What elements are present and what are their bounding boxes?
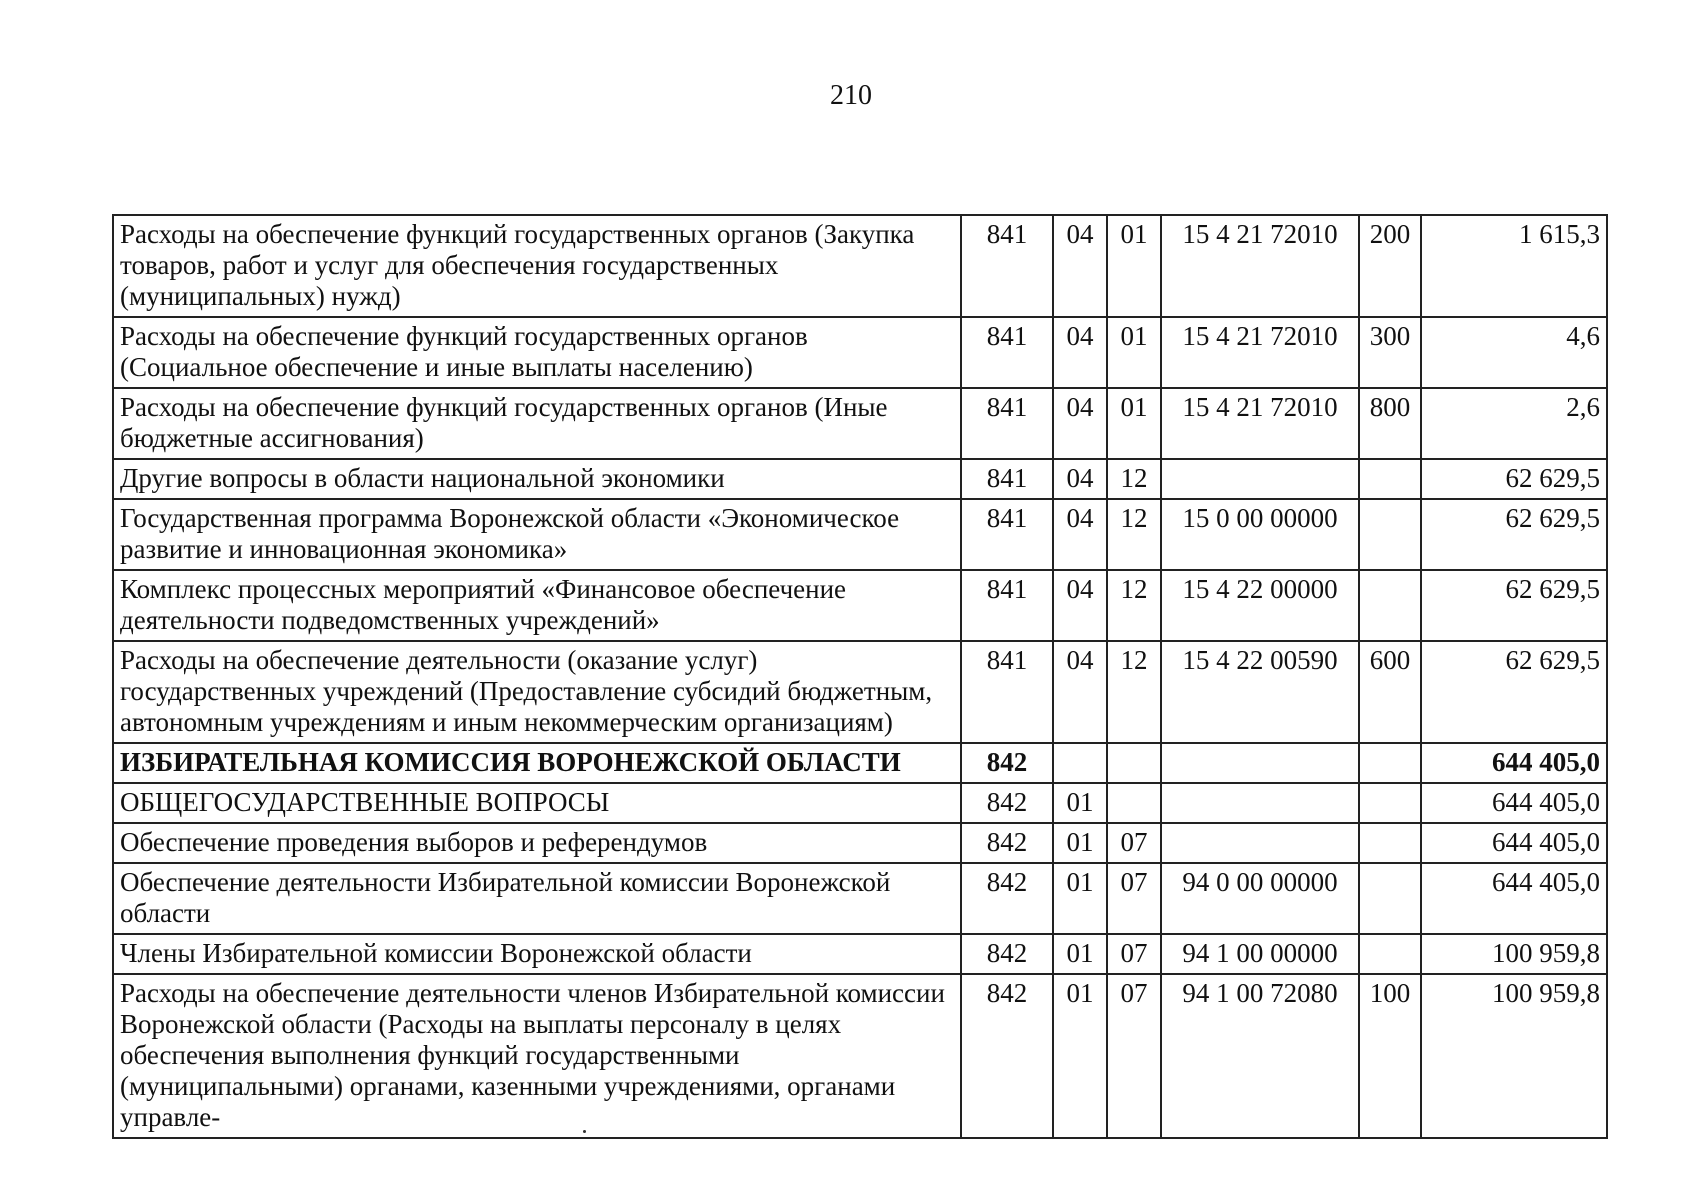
budget-table bbox=[112, 214, 1608, 1139]
table-row bbox=[113, 641, 1607, 743]
row-name-cell: Расходы на обеспечение деятельности (оказание услуг) государственных учреждений (Предоставление субсидий бюджетным, автономным учреждениям и иным некоммерческим организациям) bbox=[113, 641, 961, 743]
row-section-code-cell: 04 bbox=[1053, 570, 1107, 641]
row-amount-cell: 4,6 bbox=[1421, 317, 1607, 388]
row-ministry-code-cell: 841 bbox=[961, 499, 1053, 570]
row-ministry-code-cell: 841 bbox=[961, 641, 1053, 743]
row-section-code-cell: 04 bbox=[1053, 641, 1107, 743]
row-amount-cell: 644 405,0 bbox=[1421, 783, 1607, 823]
row-subsection-code-cell: 07 bbox=[1107, 974, 1161, 1138]
row-expense-type-cell bbox=[1359, 783, 1421, 823]
table-row bbox=[113, 974, 1607, 1138]
row-amount-cell: 62 629,5 bbox=[1421, 459, 1607, 499]
row-target-article-cell: 94 1 00 72080 bbox=[1161, 974, 1359, 1138]
row-amount-cell: 62 629,5 bbox=[1421, 499, 1607, 570]
row-expense-type-cell bbox=[1359, 823, 1421, 863]
row-section-code-cell: 01 bbox=[1053, 823, 1107, 863]
row-subsection-code-cell bbox=[1107, 743, 1161, 783]
row-target-article-cell bbox=[1161, 783, 1359, 823]
table-row bbox=[113, 743, 1607, 783]
table-row bbox=[113, 570, 1607, 641]
row-section-code-cell: 01 bbox=[1053, 934, 1107, 974]
row-ministry-code-cell: 841 bbox=[961, 317, 1053, 388]
table-row bbox=[113, 215, 1607, 317]
row-subsection-code-cell: 01 bbox=[1107, 215, 1161, 317]
row-expense-type-cell: 300 bbox=[1359, 317, 1421, 388]
row-subsection-code-cell: 07 bbox=[1107, 934, 1161, 974]
row-name-cell: ИЗБИРАТЕЛЬНАЯ КОМИССИЯ ВОРОНЕЖСКОЙ ОБЛАСТИ bbox=[113, 743, 961, 783]
table-row bbox=[113, 934, 1607, 974]
row-expense-type-cell bbox=[1359, 570, 1421, 641]
row-subsection-code-cell bbox=[1107, 783, 1161, 823]
row-amount-cell: 644 405,0 bbox=[1421, 743, 1607, 783]
row-name-cell: Обеспечение проведения выборов и референдумов bbox=[113, 823, 961, 863]
row-section-code-cell: 04 bbox=[1053, 215, 1107, 317]
row-section-code-cell: 04 bbox=[1053, 499, 1107, 570]
row-amount-cell: 1 615,3 bbox=[1421, 215, 1607, 317]
row-ministry-code-cell: 842 bbox=[961, 823, 1053, 863]
budget-table-body bbox=[113, 215, 1607, 1138]
row-target-article-cell: 15 0 00 00000 bbox=[1161, 499, 1359, 570]
row-target-article-cell bbox=[1161, 743, 1359, 783]
row-amount-cell: 644 405,0 bbox=[1421, 823, 1607, 863]
row-subsection-code-cell: 07 bbox=[1107, 863, 1161, 934]
row-section-code-cell: 01 bbox=[1053, 974, 1107, 1138]
row-amount-cell: 2,6 bbox=[1421, 388, 1607, 459]
table-row bbox=[113, 388, 1607, 459]
row-subsection-code-cell: 01 bbox=[1107, 317, 1161, 388]
row-ministry-code-cell: 842 bbox=[961, 743, 1053, 783]
row-name-cell: Государственная программа Воронежской области «Экономическое развитие и инновационная экономика» bbox=[113, 499, 961, 570]
row-subsection-code-cell: 12 bbox=[1107, 641, 1161, 743]
row-target-article-cell bbox=[1161, 459, 1359, 499]
row-amount-cell: 644 405,0 bbox=[1421, 863, 1607, 934]
row-amount-cell: 62 629,5 bbox=[1421, 570, 1607, 641]
row-section-code-cell: 01 bbox=[1053, 863, 1107, 934]
row-ministry-code-cell: 841 bbox=[961, 388, 1053, 459]
row-name-cell: ОБЩЕГОСУДАРСТВЕННЫЕ ВОПРОСЫ bbox=[113, 783, 961, 823]
row-name-cell: Расходы на обеспечение функций государственных органов (Закупка товаров, работ и услуг для обеспечения государственных (муниципальных) нужд) bbox=[113, 215, 961, 317]
row-ministry-code-cell: 842 bbox=[961, 783, 1053, 823]
row-subsection-code-cell: 12 bbox=[1107, 499, 1161, 570]
row-name-cell: Обеспечение деятельности Избирательной комиссии Воронежской области bbox=[113, 863, 961, 934]
table-row bbox=[113, 499, 1607, 570]
row-target-article-cell bbox=[1161, 823, 1359, 863]
row-ministry-code-cell: 841 bbox=[961, 215, 1053, 317]
table-row bbox=[113, 459, 1607, 499]
row-ministry-code-cell: 842 bbox=[961, 974, 1053, 1138]
row-expense-type-cell bbox=[1359, 743, 1421, 783]
row-expense-type-cell: 100 bbox=[1359, 974, 1421, 1138]
scan-dot bbox=[583, 1130, 586, 1133]
row-section-code-cell: 04 bbox=[1053, 388, 1107, 459]
row-section-code-cell: 04 bbox=[1053, 459, 1107, 499]
table-row bbox=[113, 823, 1607, 863]
table-row bbox=[113, 317, 1607, 388]
row-expense-type-cell: 800 bbox=[1359, 388, 1421, 459]
row-target-article-cell: 15 4 22 00000 bbox=[1161, 570, 1359, 641]
row-section-code-cell: 04 bbox=[1053, 317, 1107, 388]
row-target-article-cell: 15 4 21 72010 bbox=[1161, 215, 1359, 317]
row-name-cell: Комплекс процессных мероприятий «Финансовое обеспечение деятельности подведомственных учреждений» bbox=[113, 570, 961, 641]
row-expense-type-cell: 200 bbox=[1359, 215, 1421, 317]
row-name-cell: Другие вопросы в области национальной экономики bbox=[113, 459, 961, 499]
row-expense-type-cell: 600 bbox=[1359, 641, 1421, 743]
page-number: 210 bbox=[830, 80, 872, 111]
row-amount-cell: 100 959,8 bbox=[1421, 934, 1607, 974]
row-expense-type-cell bbox=[1359, 459, 1421, 499]
table-row bbox=[113, 783, 1607, 823]
row-name-cell: Расходы на обеспечение деятельности членов Избирательной комиссии Воронежской области (Расходы на выплаты персоналу в целях обеспечения выполнения функций государственными (муниципальными) органами, казенными учреждениями, органами управле- bbox=[113, 974, 961, 1138]
row-expense-type-cell bbox=[1359, 499, 1421, 570]
table-row bbox=[113, 863, 1607, 934]
row-target-article-cell: 15 4 21 72010 bbox=[1161, 317, 1359, 388]
row-ministry-code-cell: 842 bbox=[961, 934, 1053, 974]
row-ministry-code-cell: 842 bbox=[961, 863, 1053, 934]
row-ministry-code-cell: 841 bbox=[961, 459, 1053, 499]
row-name-cell: Члены Избирательной комиссии Воронежской области bbox=[113, 934, 961, 974]
row-target-article-cell: 15 4 21 72010 bbox=[1161, 388, 1359, 459]
row-target-article-cell: 15 4 22 00590 bbox=[1161, 641, 1359, 743]
row-subsection-code-cell: 01 bbox=[1107, 388, 1161, 459]
row-amount-cell: 62 629,5 bbox=[1421, 641, 1607, 743]
row-section-code-cell: 01 bbox=[1053, 783, 1107, 823]
row-subsection-code-cell: 12 bbox=[1107, 459, 1161, 499]
row-name-cell: Расходы на обеспечение функций государственных органов (Иные бюджетные ассигнования) bbox=[113, 388, 961, 459]
row-section-code-cell bbox=[1053, 743, 1107, 783]
row-subsection-code-cell: 07 bbox=[1107, 823, 1161, 863]
row-expense-type-cell bbox=[1359, 863, 1421, 934]
row-expense-type-cell bbox=[1359, 934, 1421, 974]
row-ministry-code-cell: 841 bbox=[961, 570, 1053, 641]
row-amount-cell: 100 959,8 bbox=[1421, 974, 1607, 1138]
row-target-article-cell: 94 0 00 00000 bbox=[1161, 863, 1359, 934]
row-name-cell: Расходы на обеспечение функций государственных органов (Социальное обеспечение и иные выплаты населению) bbox=[113, 317, 961, 388]
row-subsection-code-cell: 12 bbox=[1107, 570, 1161, 641]
row-target-article-cell: 94 1 00 00000 bbox=[1161, 934, 1359, 974]
